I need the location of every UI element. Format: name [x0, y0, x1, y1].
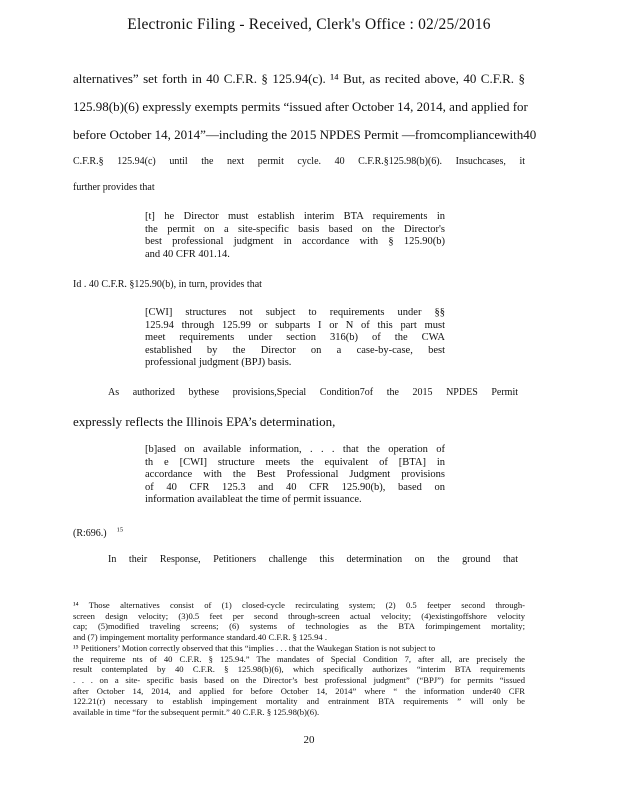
footnote-ref-15: 15 [116, 526, 124, 534]
quote-line: the permit on a site-specific basis based on the Director's [145, 223, 445, 235]
record-citation [73, 527, 525, 541]
quote-line: best professional judgment in accordance with § 125.90(b) [145, 236, 445, 248]
body-line-3: before October 14, 2014”—including the 2015 NPDES Permit —fromcompliancewith40 [73, 127, 537, 142]
footnote-line: ¹⁵ Petitioners’ Motion correctly observed that this “implies . . . that the Waukegan Station is not subject to [73, 642, 436, 653]
body-line-9: In their Response, Petitioners challenge this determination on the ground that [108, 554, 518, 565]
body-line-7: As authorized bythese provisions,Special Condition7of the 2015 NPDES Permit [108, 387, 518, 398]
quote-line: [CWI] structures not subject to requirements under §§ [145, 307, 445, 318]
body-line-8: expressly reflects the Illinois EPA’s determination, [73, 414, 336, 429]
footnote-line: and (7) impingement mortality performance standard.40 C.F.R. § 125.94 . [73, 632, 327, 643]
footnote-line: available in time “for the subsequent permit.” 40 C.F.R. § 125.98(b)(6). [73, 707, 320, 718]
quote-line: accordance with the Best Professional Judgment provisions [145, 469, 445, 481]
body-line-6: Id . 40 C.F.R. §125.90(b), in turn, provides that [73, 279, 262, 290]
record-citation-text: (R:696.) [73, 528, 107, 539]
quote-line: [t] he Director must establish interim BTA requirements in [145, 211, 445, 222]
block-quote-1 [145, 211, 445, 261]
footnote-line: . . . on a site- specific basis based on the Director’s best professional judgment” (“BPJ”) for permits “issued [73, 674, 525, 685]
page-number: 20 [303, 734, 315, 746]
body-line-1: alternatives” set forth in 40 C.F.R. § 125.94(c). ¹⁴ But, as recited above, 40 C.F.R. § [73, 71, 525, 86]
quote-line: and 40 CFR 401.14. [145, 248, 230, 260]
footnote-line: result contemplated by 40 C.F.R. § 125.98(b)(6), which specifically authorizes “interim BTA requirements [73, 664, 525, 675]
footnote-line: screen design velocity; (3)0.5 feet per second through-screen actual velocity; (4)existingoffshore velocity [73, 610, 525, 621]
body-line-2: 125.98(b)(6) expressly exempts permits “issued after October 14, 2014, and applied for [73, 99, 528, 114]
footnote-line: cap; (5)modified traveling screens; (6) systems of technologies as the BTA forimpingement mortality; [73, 621, 525, 632]
body-line-5: further provides that [73, 182, 155, 193]
block-quote-2 [145, 307, 445, 370]
footnote-line: ¹⁴ Those alternatives consist of (1) closed-cycle recirculating system; (2) 0.5 feetper second through- [73, 600, 525, 610]
footnote-line: the requireme nts of 40 C.F.R. § 125.94.” The mandates of Special Condition 7, after all, are precisely the [73, 653, 525, 664]
footnotes [73, 600, 525, 718]
quote-line: of 40 CFR 125.3 and 40 CFR 125.90(b), based on [145, 481, 445, 493]
footnote-line: 122.21(r) necessary to establish impingement mortality and entrainment BTA requirements ” will only be [73, 696, 525, 707]
block-quote-3 [145, 444, 445, 507]
quote-line: 125.94 through 125.99 or subparts I or N of this part must [145, 319, 445, 331]
quote-line: th e [CWI] structure meets the equivalent of [BTA] in [145, 456, 445, 468]
filing-header: Electronic Filing - Received, Clerk's Office : 02/25/2016 [127, 16, 491, 33]
body-line-4: C.F.R.§ 125.94(c) until the next permit cycle. 40 C.F.R.§125.98(b)(6). Insuchcases, it [73, 156, 525, 167]
quote-line: information availableat the time of permit issuance. [145, 494, 362, 506]
quote-line: established by the Director on a case-by-case, best [145, 344, 445, 356]
quote-line: meet requirements under section 316(b) of the CWA [145, 332, 445, 344]
quote-line: professional judgment (BPJ) basis. [145, 357, 292, 369]
footnote-line: after October 14, 2014, and applied for before October 14, 2014” where “ the information under40 CFR [73, 685, 525, 696]
quote-line: [b]ased on available information, . . . that the operation of [145, 444, 445, 455]
